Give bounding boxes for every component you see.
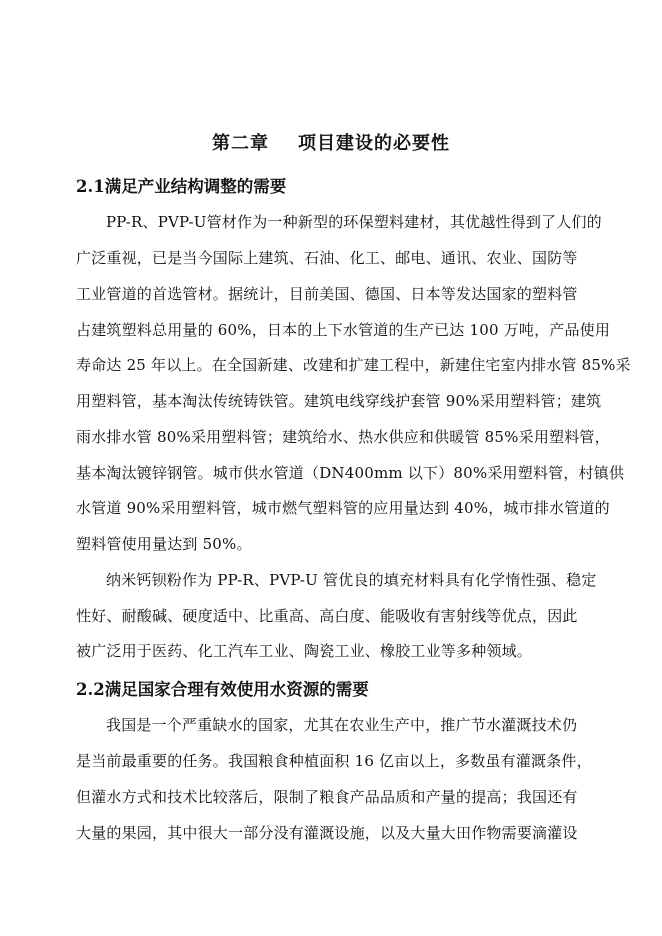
paragraph-line: 工业管道的首选管材。据统计，目前美国、德国、日本等发达国家的塑料管 bbox=[76, 285, 578, 303]
paragraph-line: 但灌水方式和技术比较落后，限制了粮食产品品质和产量的提高；我国还有 bbox=[76, 788, 578, 806]
paragraph-line: 性好、耐酸碱、硬度适中、比重高、高白度、能吸收有害射线等优点，因此 bbox=[76, 607, 578, 625]
paragraph-line: 雨水排水管 80%采用塑料管；建筑给水、热水供应和供暖管 85%采用塑料管， bbox=[76, 428, 610, 446]
paragraph-line: 寿命达 25 年以上。在全国新建、改建和扩建工程中，新建住宅室内排水管 85%采 bbox=[76, 356, 631, 374]
paragraph-line: 用塑料管，基本淘汰传统铸铁管。建筑电线穿线护套管 90%采用塑料管；建筑 bbox=[76, 392, 602, 410]
paragraph-line: 广泛重视，已是当今国际上建筑、石油、化工、邮电、通讯、农业、国防等 bbox=[76, 249, 578, 267]
paragraph-line: 塑料管使用量达到 50%。 bbox=[76, 535, 252, 553]
paragraph-line: 水管道 90%采用塑料管，城市燃气塑料管的应用量达到 40%，城市排水管道的 bbox=[76, 499, 610, 517]
paragraph-line: 是当前最重要的任务。我国粮食种植面积 16 亿亩以上，多数虽有灌溉条件， bbox=[76, 752, 592, 770]
paragraph-line: PP-R、PVP-U管材作为一种新型的环保塑料建材，其优越性得到了人们的 bbox=[106, 213, 602, 231]
paragraph-line: 被广泛用于医药、化工汽车工业、陶瓷工业、橡胶工业等多种领域。 bbox=[76, 642, 533, 660]
paragraph-line: 纳米钙钡粉作为 PP-R、PVP-U 管优良的填充材料具有化学惰性强、稳定 bbox=[106, 571, 597, 589]
paragraph-line: 我国是一个严重缺水的国家，尤其在农业生产中，推广节水灌溉技术仍 bbox=[106, 716, 578, 734]
paragraph-line: 基本淘汰镀锌钢管。城市供水管道（DN400mm 以下）80%采用塑料管，村镇供 bbox=[76, 464, 625, 482]
paragraph-line: 大量的果园，其中很大一部分没有灌溉设施，以及大量大田作物需要滴灌设 bbox=[76, 824, 578, 842]
section-heading-2-2: 2.2满足国家合理有效使用水资源的需要 bbox=[76, 680, 369, 699]
paragraph-line: 占建筑塑料总用量的 60%，日本的上下水管道的生产已达 100 万吨，产品使用 bbox=[76, 321, 611, 339]
chapter-title: 第二章 项目建设的必要性 bbox=[211, 133, 451, 154]
section-heading-2-1: 2.1满足产业结构调整的需要 bbox=[76, 177, 287, 196]
